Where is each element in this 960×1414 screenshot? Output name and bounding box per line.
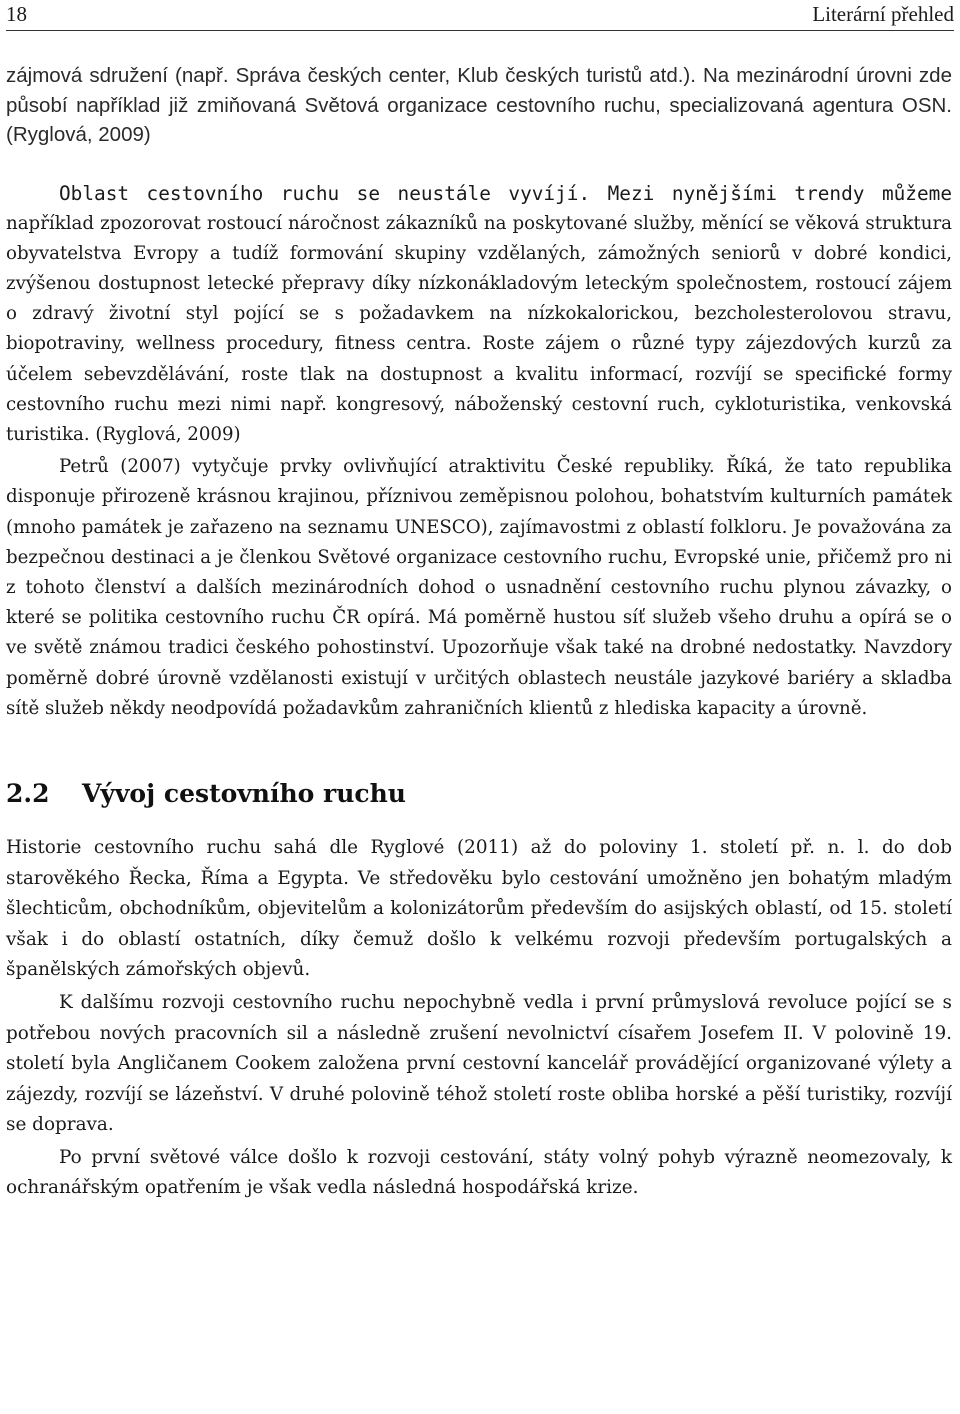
- page-content: [6, 61, 952, 1204]
- paragraph-2: [6, 179, 952, 450]
- section-number: 2.2: [6, 778, 50, 808]
- paragraph-3: Petrů (2007) vytyčuje prvky ovlivňující atraktivitu České republiky. Říká, že tato republika disponuje přirozeně krásnou krajinou, příznivou zeměpisnou polohou, bohatstvím kulturních památek (mnoho památek je zařazeno na seznamu UNESCO), zajímavostmi z oblastí folkloru. Je považována za bezpečnou destinaci a je členkou Světové organizace cestovního ruchu, Evropské unie, přičemž pro ni z tohoto členství a dalších mezinárodních dohod o usnadnění cestovního ruchu plynou závazky, o které se politika cestovního ruchu ČR opírá. Má poměrně hustou síť služeb všeho druhu a opírá se o ve světě známou tradici českého pohostinství. Upozorňuje však také na drobné nedostatky. Navzdory poměrně dobré úrovně vzdělanosti existují v určitých oblastech neustále jazykové bariéry a skladba sítě služeb někdy neodpovídá požadavkům zahraničních klientů z hlediska kapacity a úrovně.: [6, 456, 952, 719]
- section-title: Vývoj cestovního ruchu: [82, 778, 406, 808]
- running-title: Literární přehled: [812, 2, 954, 26]
- paragraph-2-lead: Oblast cestovního ruchu se neustále vyvíjí. Mezi nynějšími trendy můžeme: [59, 182, 952, 205]
- page-header: [6, 0, 954, 31]
- page-number: 18: [6, 2, 27, 26]
- section-heading: [6, 778, 952, 810]
- paragraph-2-body: například zpozorovat rostoucí náročnost zákazníků na poskytované služby, měnící se věková struktura obyvatelstva Evropy a tudíž formování skupiny vzdělaných, zámožných seniorů v dobré kondici, zvýšenou dostupnost letecké přepravy díky nízkonákladovým leteckým společnostem, rostoucí zájem o zdravý životní styl pojící se s požadavkem na nízkokalorickou, bezcholesterolovou stravu, biopotraviny, wellness procedury, fitness centra. Roste zájem o různé typy zájezdových kurzů za účelem sebevzdělávání, roste tlak na dostupnost a kvalitu informací, rozvíjí se specifické formy cestovního ruchu mezi nimi např. kongresový, náboženský cestovní ruch, cykloturistika, venkovská turistika. (Ryglová, 2009): [6, 212, 952, 445]
- paragraph-1: zájmová sdružení (např. Správa českých center, Klub českých turistů atd.). Na mezinárodní úrovni zde působí například již zmiňovaná Světová organizace cestovního ruchu, specializovaná agentura OSN. (Ryglová, 2009): [6, 64, 952, 146]
- paragraph-4: Historie cestovního ruchu sahá dle Ryglové (2011) až do poloviny 1. století př. n. l. do dob starověkého Řecka, Říma a Egypta. Ve středověku bylo cestování umožněno jen bohatým mladým šlechticům, obchodníkům, objevitelům a kolonizátorům především do asijských oblastí, od 15. století však i do oblastí ostatních, díky čemuž došlo k velkému rozvoji především portugalských a španělských zámořských objevů.: [6, 836, 952, 981]
- paragraph-5: K dalšímu rozvoji cestovního ruchu nepochybně vedla i první průmyslová revoluce pojící se s potřebou nových pracovních sil a následně zrušení nevolnictví císařem Josefem II. V polovině 19. století byla Angličanem Cookem založena první cestovní kancelář provádějící organizované výlety a zájezdy, rozvíjí se lázeňství. V druhé polovině téhož století roste obliba horské a pěší turistiky, rozvíjí se doprava.: [6, 991, 952, 1136]
- paragraph-6: Po první světové válce došlo k rozvoji cestování, státy volný pohyb výrazně neomezovaly, k ochranářským opatřením je však vedla následná hospodářská krize.: [6, 1146, 952, 1199]
